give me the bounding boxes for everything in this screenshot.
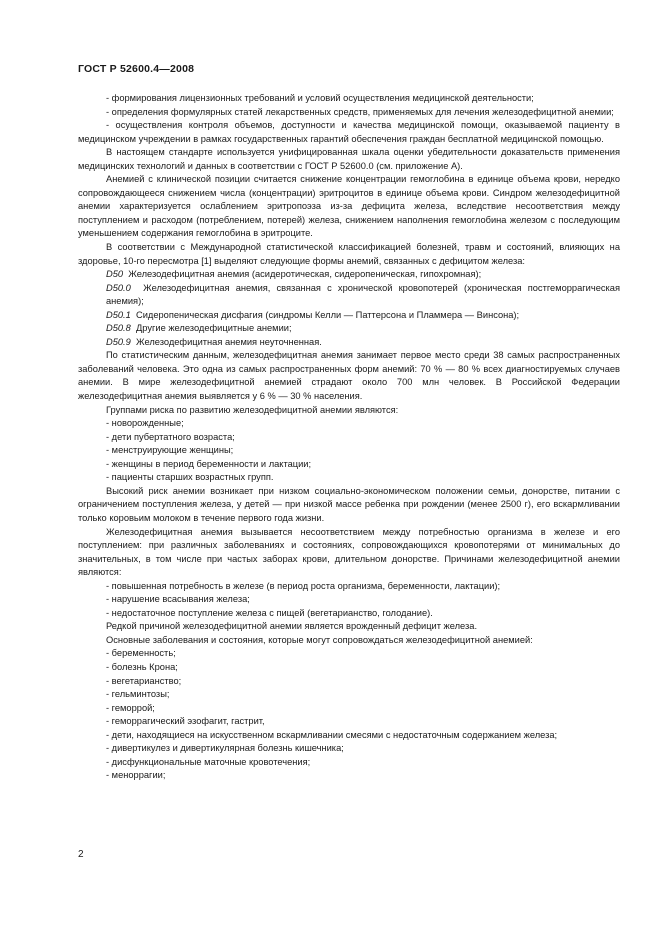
icd-code-text: Сидеропеническая дисфагия (синдромы Келли — Паттерсона и Пламмера — Винсона); [135, 309, 520, 320]
icd-code: D50.0 [106, 282, 131, 293]
paragraph: В настоящем стандарте используется унифицированная шкала оценки убедительности доказательств применения медицинских технологий и данных в соответствии с ГОСТ Р 52600.0 (см. приложение А). [78, 147, 620, 171]
list-item: - меноррагии; [106, 770, 166, 781]
document-header: ГОСТ Р 52600.4—2008 [78, 63, 195, 75]
icd-code-entry [78, 309, 620, 323]
paragraph: В соответствии с Международной статистической классификацией болезней, травм и состояний, влияющих на здоровье, 10-го пересмотра [1] выделяют следующие формы анемий, связанных с дефицитом железа: [78, 242, 620, 266]
paragraph: - определения формулярных статей лекарственных средств, применяемых для лечения железодефицитной анемии; [106, 106, 614, 117]
icd-code-text: Железодефицитная анемия, связанная с хронической кровопотерей (хроническая постгеморрагическая анемия); [106, 282, 620, 307]
paragraph: Анемией с клинической позиции считается снижение концентрации гемоглобина в единице объема крови, нередко сопровождающееся снижением числа (концентрации) эритроцитов в единице объема крови. Синдром железодефицитной анемии характеризуется ослаблением эритропоэза из-за дефицита железа, вследствие несоответствия между поступлением и расходом (потреблением, потерей) железа, снижением наполнения гемоглобина железом с последующим уменьшением содержания гемоглобина в эритроците. [78, 174, 620, 239]
list-item: - повышенная потребность в железе (в период роста организма, беременности, лактации); [106, 580, 501, 591]
paragraph: - формирования лицензионных требований и условий осуществления медицинской деятельности; [106, 93, 534, 103]
list-item: - вегетарианство; [106, 675, 182, 686]
list-item: - гельминтозы; [106, 689, 170, 700]
list-item: - дети пубертатного возраста; [106, 431, 235, 442]
icd-code: D50.9 [106, 336, 131, 347]
icd-code: D50 [106, 269, 124, 280]
list-item: - новорожденные; [106, 418, 184, 429]
paragraph: Группами риска по развитию железодефицитной анемии являются: [106, 404, 399, 415]
icd-code-text: Другие железодефицитные анемии; [135, 323, 292, 334]
icd-code: D50.1 [106, 309, 131, 320]
paragraph: - осуществления контроля объемов, доступности и качества медицинской помощи, оказываемой пациенту в медицинском учреждении в рамках государственных гарантий обеспечения граждан бесплатной медицинской помощью. [78, 120, 620, 144]
icd-code-entry [78, 268, 620, 282]
list-item: - дисфункциональные маточные кровотечения; [106, 756, 311, 767]
list-item: - дети, находящиеся на искусственном вскармливании смесями с недостаточным содержанием железа; [106, 729, 558, 740]
page-number: 2 [78, 849, 84, 860]
paragraph: По статистическим данным, железодефицитная анемия занимает первое место среди 38 самых распространенных заболеваний человека. Это одна из самых распространенных форм анемий: 70 % — 80 % всех диагностируемых случаев анемии. В мире железодефицитной анемией страдают около 700 млн человек. В Российской Федерации железодефицитная анемия выявляется у 6 % — 30 % населения. [78, 350, 620, 402]
list-item: - беременность; [106, 648, 176, 659]
list-item: - менструирующие женщины; [106, 445, 234, 456]
list-item: - геморрагический эзофагит, гастрит, [106, 716, 265, 727]
icd-code-text: Железодефицитная анемия неуточненная. [135, 336, 322, 347]
document-body [78, 92, 620, 783]
list-item: - пациенты старших возрастных групп. [106, 472, 274, 483]
paragraph: Основные заболевания и состояния, которые могут сопровождаться железодефицитной анемией: [106, 634, 533, 645]
icd-code-entry [78, 336, 620, 350]
list-item: - дивертикулез и дивертикулярная болезнь кишечника; [106, 743, 344, 754]
icd-code-entry [78, 282, 620, 309]
icd-code: D50.8 [106, 323, 131, 334]
list-item: - геморрой; [106, 702, 155, 713]
icd-code-entry [78, 322, 620, 336]
icd-code-text: Железодефицитная анемия (асидеротическая, сидеропеническая, гипохромная); [128, 269, 482, 280]
list-item: - недостаточное поступление железа с пищей (вегетарианство, голодание). [106, 607, 433, 618]
list-item: - болезнь Крона; [106, 661, 178, 672]
list-item: - нарушение всасывания железа; [106, 594, 250, 605]
paragraph: Железодефицитная анемия вызывается несоответствием между потребностью организма в железе и его поступлением: при различных заболеваниях и состояниях, сопровождающихся кровопотерями от минимальных до значительных, в том числе при частых заборах крови, длительном донорстве. Причинами железодефицитной анемии являются: [78, 526, 620, 578]
paragraph: Высокий риск анемии возникает при низком социально-экономическом положении семьи, донорстве, питании с ограничением поступления железа, у детей — при низкой массе ребенка при рождении (менее 2500 г), его вскармливании только коровьим молоком в течение первого года жизни. [78, 485, 620, 523]
list-item: - женщины в период беременности и лактации; [106, 458, 312, 469]
paragraph: Редкой причиной железодефицитной анемии является врожденный дефицит железа. [106, 621, 478, 632]
